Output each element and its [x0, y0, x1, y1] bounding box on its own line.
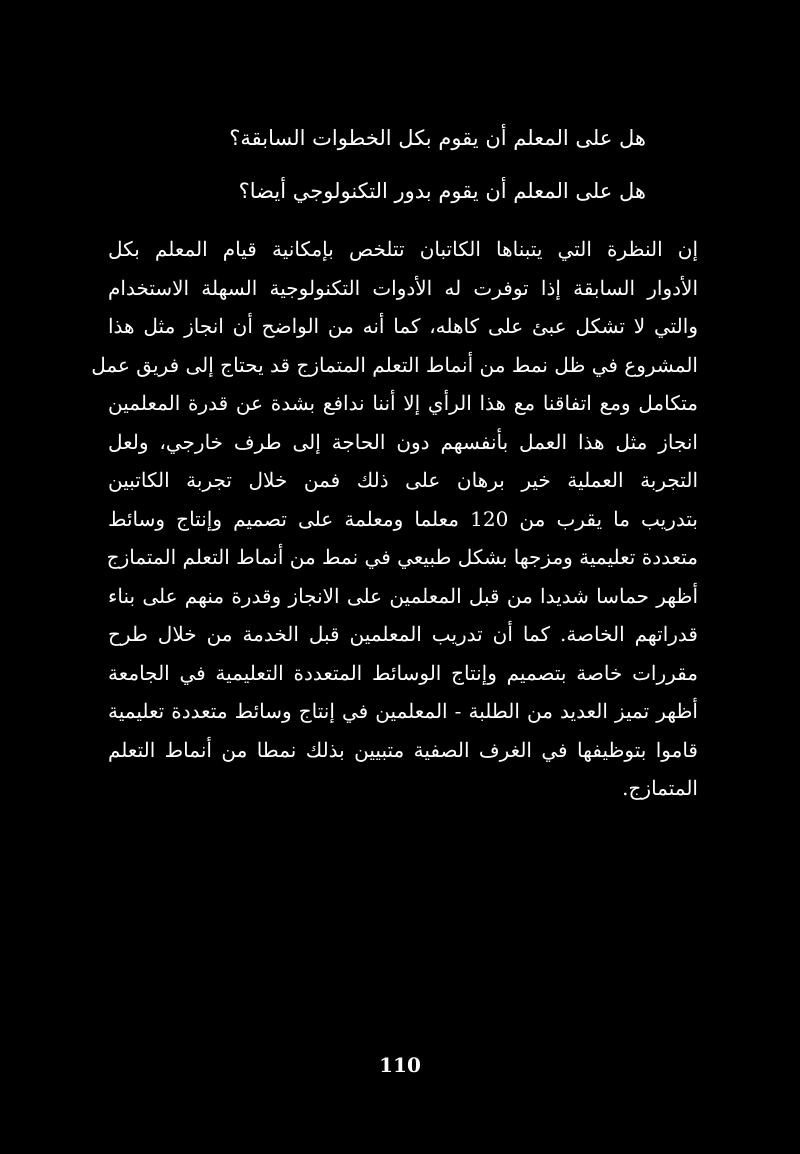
- paragraph-line: متكامل ومع اتفاقنا مع هذا الرأي إلا أننا ندافع بشدة عن قدرة المعلمين: [108, 391, 698, 415]
- paragraph-line: المشروع في ظل نمط من أنماط التعلم المتمازج قد يحتاج إلى فريق عمل: [91, 352, 698, 377]
- paragraph-line: أظهر حماسا شديدا من قبل المعلمين على الانجاز وقدرة منهم على بناء: [108, 583, 698, 608]
- paragraph-line: انجاز مثل هذا العمل بأنفسهم دون الحاجة إلى طرف خارجي، ولعل: [108, 429, 698, 454]
- paragraph-line: متعددة تعليمية ومزجها بشكل طبيعي في نمط من أنماط التعلم المتمازج: [106, 545, 698, 569]
- paragraph-line: قدراتهم الخاصة. كما أن تدريب المعلمين قبل الخدمة من خلال طرح: [108, 622, 698, 646]
- text-block: [91, 112, 698, 808]
- question-line: هل على المعلم أن يقوم بكل الخطوات السابقة؟: [229, 126, 646, 150]
- paragraph-line: التجربة العملية خير برهان على ذلك فمن خلال تجربة الكاتبين: [108, 468, 698, 492]
- paragraph-line: الأدوار السابقة إذا توفرت له الأدوات التكنولوجية السهلة الاستخدام: [108, 275, 698, 300]
- paragraph-line: إن النظرة التي يتبناها الكاتبان تتلخص بإمكانية قيام المعلم بكل: [108, 237, 698, 261]
- paragraph-line: أظهر تميز العديد من الطلبة - المعلمين في إنتاج وسائط متعددة تعليمية: [108, 699, 698, 723]
- paragraph-line: قاموا بتوظيفها في الغرف الصفية متبيين بذلك نمطا من أنماط التعلم: [108, 737, 698, 762]
- paragraph-line: بتدريب ما يقرب من 120 معلما ومعلمة على تصميم وإنتاج وسائط: [108, 506, 698, 531]
- paragraph-line: المتمازج.: [622, 776, 698, 800]
- question-line: هل على المعلم أن يقوم بدور التكنولوجي أيضا؟: [238, 179, 646, 203]
- paragraph-line: مقررات خاصة بتصميم وإنتاج الوسائط المتعددة التعليمية في الجامعة: [108, 660, 698, 685]
- page-number: 110: [379, 1053, 421, 1077]
- paragraph-line: والتي لا تشكل عبئ على كاهله، كما أنه من الواضح أن انجاز مثل هذا: [108, 314, 698, 338]
- paragraph: [91, 230, 698, 808]
